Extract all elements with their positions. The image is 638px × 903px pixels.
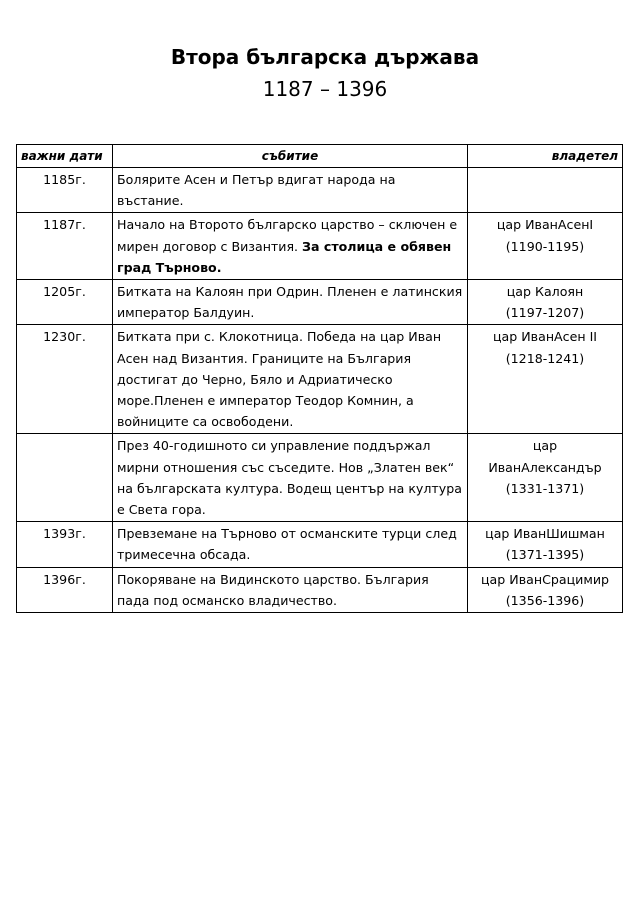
row-ruler	[468, 213, 623, 280]
column-header-event: събитие	[113, 145, 468, 168]
ruler-name: цар ИванШишман	[485, 526, 605, 542]
row-date: 1393г.	[17, 522, 113, 567]
ruler-years: (1356-1396)	[505, 592, 585, 608]
row-event: Битката на Калоян при Одрин. Пленен е латинския император Балдуин.	[113, 280, 468, 325]
table-row	[17, 434, 623, 522]
page-title: Втора българска държава	[170, 45, 480, 69]
row-date: 1230г.	[17, 325, 113, 434]
table-row	[17, 325, 623, 434]
row-event: Битката при с. Клокотница. Победа на цар Иван Асен над Византия. Границите на България достигат до Черно, Бяло и Адриатическо море.Пленен е император Теодор Комнин, а войниците са освободени.	[113, 325, 468, 434]
row-ruler	[468, 325, 623, 434]
row-date: 1187г.	[17, 213, 113, 280]
event-bold-text: За столица е обявен град Търново.	[117, 238, 452, 275]
row-event: Покоряване на Видинското царство. България пада под османско владичество.	[113, 567, 468, 612]
ruler-name: цар ИванСрацимир	[480, 571, 610, 587]
ruler-name: цар Калоян	[506, 284, 584, 300]
timeline-table	[16, 144, 623, 613]
row-ruler	[468, 168, 623, 213]
column-header-ruler: владетел	[468, 145, 623, 168]
column-header-date: важни дати	[17, 145, 113, 168]
row-event: През 40-годишното си управление поддържал мирни отношения със съседите. Нов „Златен век“ на българската култура. Водещ център на култура е Света гора.	[113, 434, 468, 522]
row-date	[17, 434, 113, 522]
row-event: Болярите Асен и Петър вдигат народа на въстание.	[113, 168, 468, 213]
row-date: 1396г.	[17, 567, 113, 612]
ruler-title: цар	[532, 438, 558, 454]
ruler-name: цар ИванАсенI	[496, 217, 594, 233]
ruler-years: (1371-1395)	[505, 547, 585, 563]
table-row	[17, 168, 623, 213]
row-date: 1205г.	[17, 280, 113, 325]
ruler-name: цар ИванАсен II	[492, 329, 598, 345]
ruler-years: (1197-1207)	[505, 305, 585, 321]
row-ruler	[468, 522, 623, 567]
table-row	[17, 280, 623, 325]
table-header-row	[17, 145, 623, 168]
document-header	[0, 42, 638, 104]
table-row	[17, 567, 623, 612]
row-event: Превземане на Търново от османските турци след тримесечна обсада.	[113, 522, 468, 567]
event-text: Начало на Второто българско царство – сключен е мирен договор с Византия.	[117, 217, 458, 254]
ruler-years: (1331-1371)	[505, 480, 585, 496]
table-row	[17, 522, 623, 567]
ruler-years: (1190-1195)	[505, 238, 585, 254]
ruler-years: (1218-1241)	[505, 350, 585, 366]
period-years: 1187 – 1396	[262, 77, 388, 101]
row-ruler	[468, 280, 623, 325]
row-date: 1185г.	[17, 168, 113, 213]
row-ruler	[468, 434, 623, 522]
ruler-name: ИванАлександър	[488, 459, 602, 475]
table-row	[17, 213, 623, 280]
row-event	[113, 213, 468, 280]
row-ruler	[468, 567, 623, 612]
